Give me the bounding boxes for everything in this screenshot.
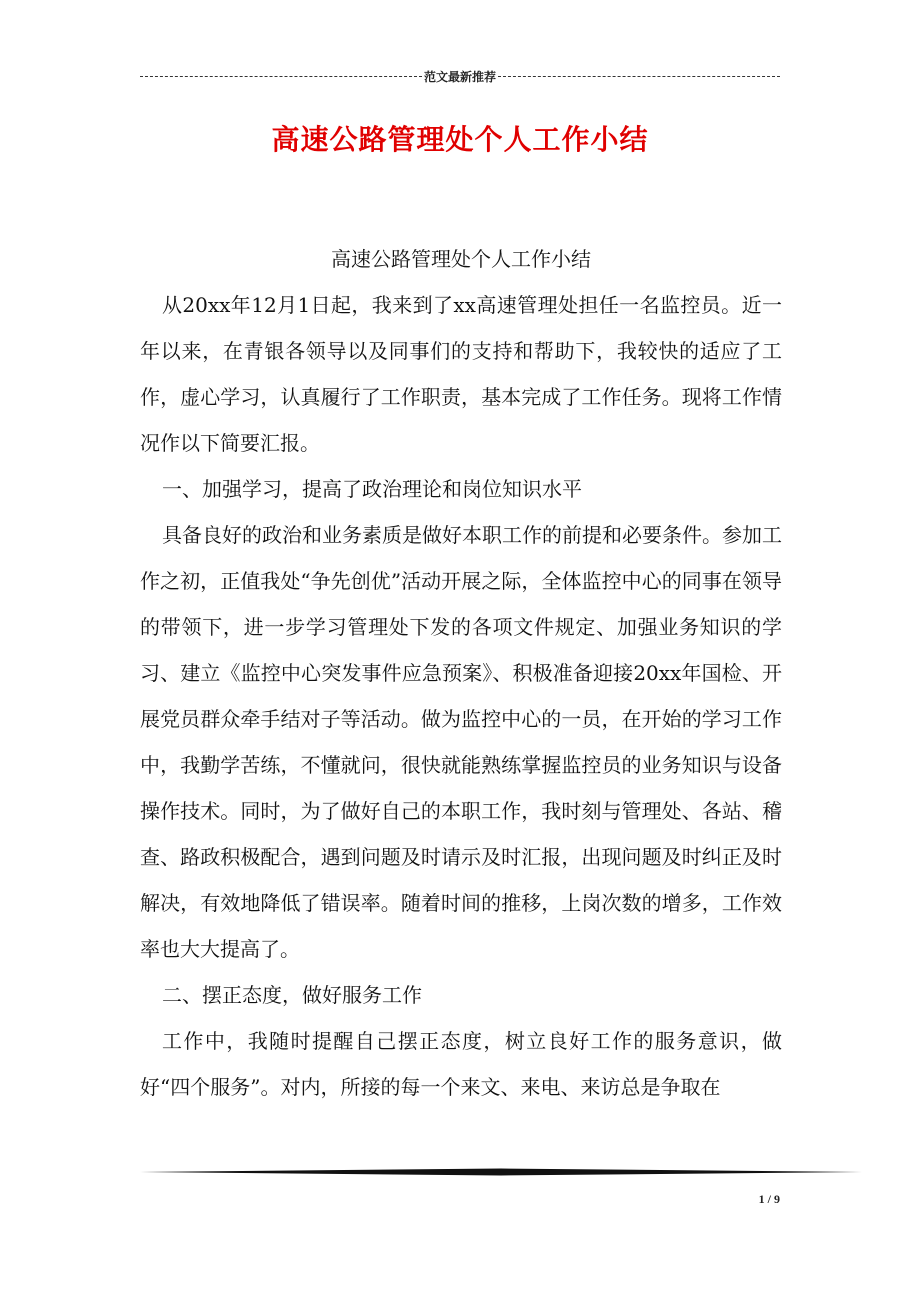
section-heading-2: 二、摆正态度，做好服务工作 [162, 983, 422, 1007]
footer-rule [140, 1168, 862, 1176]
paragraph-section-2: 工作中，我随时提醒自己摆正态度，树立良好工作的服务意识，做好“四个服务”。对内，所接的每一个来文、来电、来访总是争取在 [140, 1029, 782, 1099]
page-header [140, 66, 780, 86]
document-body [140, 236, 782, 1110]
paragraph-intro: 从20xx年12月1日起，我来到了xx高速管理处担任一名监控员。近一年以来，在青银各领导以及同事们的支持和帮助下，我较快的适应了工作，虚心学习，认真履行了工作职责，基本完成了工作任务。现将工作情况作以下简要汇报。 [140, 293, 782, 455]
paragraph-section-1: 具备良好的政治和业务素质是做好本职工作的前提和必要条件。参加工作之初，正值我处“争先创优”活动开展之际，全体监控中心的同事在领导的带领下，进一步学习管理处下发的各项文件规定、加强业务知识的学习、建立《监控中心突发事件应急预案》、积极准备迎接20xx年国检、开展党员群众牵手结对子等活动。做为监控中心的一员，在开始的学习工作中，我勤学苦练，不懂就问，很快就能熟练掌握监控员的业务知识与设备操作技术。同时，为了做好自己的本职工作，我时刻与管理处、各站、稽查、路政积极配合，遇到问题及时请示及时汇报，出现问题及时纠正及时解决，有效地降低了错误率。随着时间的推移，上岗次数的增多，工作效率也大大提高了。 [140, 523, 782, 961]
section-heading-1: 一、加强学习，提高了政治理论和岗位知识水平 [162, 477, 582, 501]
page-number: 1 / 9 [758, 1192, 780, 1206]
header-dash-left [140, 76, 422, 77]
header-label: 范文最新推荐 [424, 69, 497, 84]
header-dash-right [498, 76, 780, 77]
document-subtitle: 高速公路管理处个人工作小结 [331, 247, 591, 271]
document-title: 高速公路管理处个人工作小结 [271, 123, 649, 156]
